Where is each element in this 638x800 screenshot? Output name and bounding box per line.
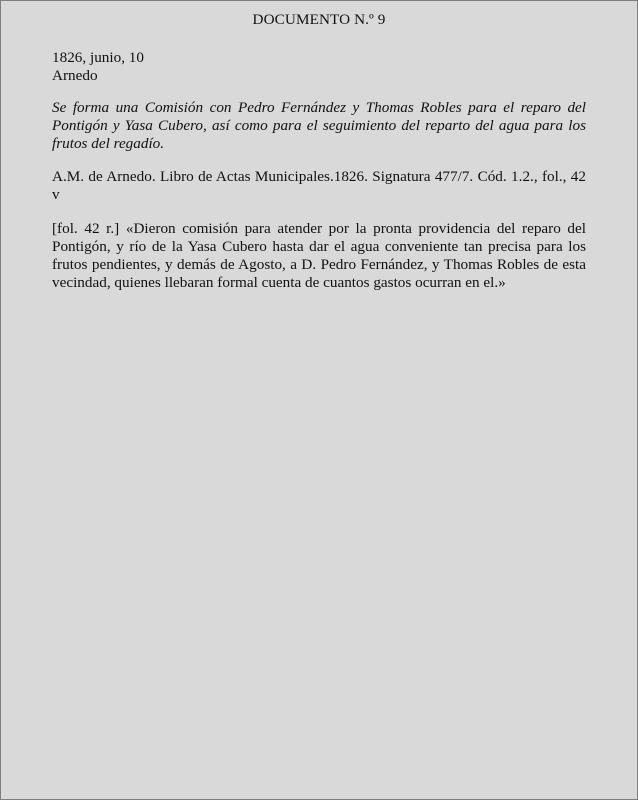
document-date: 1826, junio, 10 [52,49,144,66]
document-header [52,49,586,85]
document-place: Arnedo [52,67,98,84]
archival-source: A.M. de Arnedo. Libro de Actas Municipales.1826. Signatura 477/7. Cód. 1.2., fol., 42 v [52,168,586,203]
document-summary: Se forma una Comisión con Pedro Fernández y Thomas Robles para el reparo del Pontigón y Yasa Cubero, así como para el seguimiento del reparto del agua para los frutos del regadío. [52,99,586,152]
document-transcription: [fol. 42 r.] «Dieron comisión para atender por la pronta providencia del reparo del Pontigón, y río de la Yasa Cubero hasta dar el agua conveniente tan precisa para los frutos pendientes, y demás de Agosto, a D. Pedro Fernández, y Thomas Robles de esta vecindad, quienes llebaran formal cuenta de cuantos gastos ocurran en el.» [52,220,586,291]
document-title: DOCUMENTO N.º 9 [252,11,386,28]
